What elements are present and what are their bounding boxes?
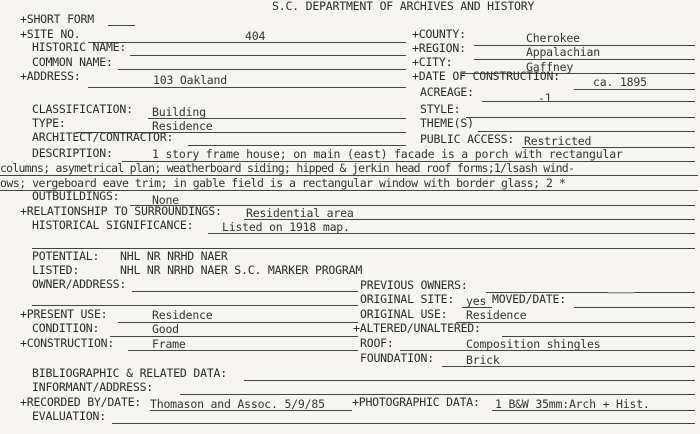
city-label: +CITY: — [412, 55, 453, 69]
original-use-label: ORIGINAL USE: — [360, 307, 448, 321]
description-label: DESCRIPTION: — [32, 146, 113, 160]
date-of-construction-line — [574, 89, 695, 90]
foundation-line — [442, 366, 695, 367]
moved-date-field[interactable] — [574, 307, 695, 308]
type-value[interactable]: Residence — [152, 119, 213, 133]
site-no-line — [88, 42, 406, 43]
original-site-label: ORIGINAL SITE: — [360, 292, 455, 306]
owner-address-field[interactable] — [132, 291, 358, 292]
style-label: STYLE: — [420, 102, 461, 116]
bibliographic-label: BIBLIOGRAPHIC & RELATED DATA: — [32, 366, 227, 380]
description-line-3[interactable]: ows; vergeboard eave trim; in gable field is a rectangular window with border glass; 2 * — [0, 176, 566, 190]
acreage-value[interactable]: -1 — [538, 91, 552, 105]
previous-owners-label: PREVIOUS OWNERS: — [360, 278, 468, 292]
informant-label: INFORMANT/ADDRESS: — [32, 380, 154, 394]
description-line-2[interactable]: columns; asymetrical plan; weatherboard siding; hipped & jerkin head roof forms;1/lsash wind- — [0, 161, 575, 175]
outbuildings-label: OUTBUILDINGS: — [32, 189, 120, 203]
common-name-label: COMMON NAME: — [32, 55, 113, 69]
type-label: TYPE: — [32, 116, 66, 130]
listed-options[interactable]: NHL NR NRHD NAER S.C. MARKER PROGRAM — [120, 263, 363, 277]
description-line-1[interactable]: 1 story frame house; on main (east) facade is a porch with rectangular — [152, 147, 623, 161]
region-label: +REGION: — [412, 41, 466, 55]
construction-value[interactable]: Frame — [152, 337, 186, 351]
relationship-label: +RELATIONSHIP TO SURROUNDINGS: — [20, 204, 222, 218]
city-value[interactable]: Gaffney — [526, 60, 574, 74]
construction-line — [128, 350, 358, 351]
historic-name-field[interactable] — [130, 55, 406, 56]
condition-label: CONDITION: — [32, 321, 100, 335]
address-value[interactable]: 103 Oakland — [153, 73, 227, 87]
construction-label: +CONSTRUCTION: — [20, 336, 115, 350]
original-site-value[interactable]: yes — [466, 294, 487, 308]
roof-value[interactable]: Composition shingles — [466, 337, 601, 351]
present-use-label: +PRESENT USE: — [20, 307, 108, 321]
bibliographic-field[interactable] — [244, 380, 695, 381]
classification-label: CLASSIFICATION: — [32, 102, 133, 116]
present-use-value[interactable]: Residence — [152, 308, 213, 322]
historical-significance-label: HISTORICAL SIGNIFICANCE: — [32, 218, 194, 232]
architect-field[interactable] — [188, 145, 406, 146]
style-field[interactable] — [466, 117, 695, 118]
foundation-value[interactable]: Brick — [466, 353, 500, 367]
public-access-label: PUBLIC ACCESS: — [420, 132, 515, 146]
altered-label: +ALTERED/UNALTERED: — [353, 321, 481, 335]
common-name-field[interactable] — [118, 69, 406, 70]
public-access-value[interactable]: Restricted — [524, 134, 592, 148]
short-form-field[interactable] — [108, 25, 135, 26]
original-use-line — [456, 322, 695, 323]
short-form-label: +SHORT FORM — [20, 12, 94, 26]
evaluation-label: EVALUATION: — [32, 409, 106, 423]
photographic-data-line — [492, 410, 695, 411]
condition-line — [110, 336, 358, 337]
historical-significance-line — [208, 233, 695, 234]
relationship-value[interactable]: Residential area — [246, 206, 354, 220]
recorded-by-line — [150, 410, 352, 411]
county-value[interactable]: Cherokee — [526, 31, 580, 45]
form-header: S.C. DEPARTMENT OF ARCHIVES AND HISTORY — [272, 0, 535, 13]
acreage-label: ACREAGE: — [420, 85, 474, 99]
photographic-data-value[interactable]: 1 B&W 35mm:Arch + Hist. — [495, 397, 650, 411]
county-label: +COUNTY: — [412, 27, 466, 41]
outbuildings-value[interactable]: None — [152, 193, 179, 207]
listed-label: LISTED: — [32, 263, 80, 277]
potential-options[interactable]: NHL NR NRHD NAER — [120, 249, 228, 263]
historical-significance-value[interactable]: Listed on 1918 map. — [222, 220, 350, 234]
roof-line — [400, 350, 695, 351]
pencil-smudge — [608, 292, 634, 294]
recorded-by-label: +RECORDED BY/DATE: — [20, 395, 142, 409]
condition-value[interactable]: Good — [152, 322, 179, 336]
roof-label: ROOF: — [360, 336, 394, 350]
photographic-data-label: +PHOTOGRAPHIC DATA: — [352, 395, 480, 409]
recorded-by-value[interactable]: Thomason and Assoc. 5/9/85 — [150, 397, 325, 411]
acreage-line — [482, 101, 695, 102]
region-line — [474, 59, 695, 60]
site-no-label: +SITE NO. — [20, 27, 81, 41]
date-of-construction-label: +DATE OF CONSTRUCTION: — [412, 69, 560, 83]
date-of-construction-value[interactable]: ca. 1895 — [593, 75, 647, 89]
original-use-value[interactable]: Residence — [466, 308, 527, 322]
address-label: +ADDRESS: — [20, 69, 81, 83]
evaluation-field[interactable] — [112, 423, 695, 424]
address-line — [88, 87, 406, 88]
region-value[interactable]: Appalachian — [526, 45, 600, 59]
potential-label: POTENTIAL: — [32, 249, 100, 263]
moved-date-label: MOVED/DATE: — [492, 292, 566, 306]
classification-value[interactable]: Building — [152, 105, 206, 119]
historic-name-label: HISTORIC NAME: — [32, 40, 127, 54]
owner-address-label: OWNER/ADDRESS: — [32, 277, 127, 291]
site-no-value[interactable]: 404 — [245, 29, 266, 43]
themes-label: THEME(S) — [420, 116, 474, 130]
owner-address-field-2[interactable] — [32, 305, 358, 306]
foundation-label: FOUNDATION: — [360, 351, 434, 365]
architect-label: ARCHITECT/CONTRACTOR: — [32, 130, 174, 144]
